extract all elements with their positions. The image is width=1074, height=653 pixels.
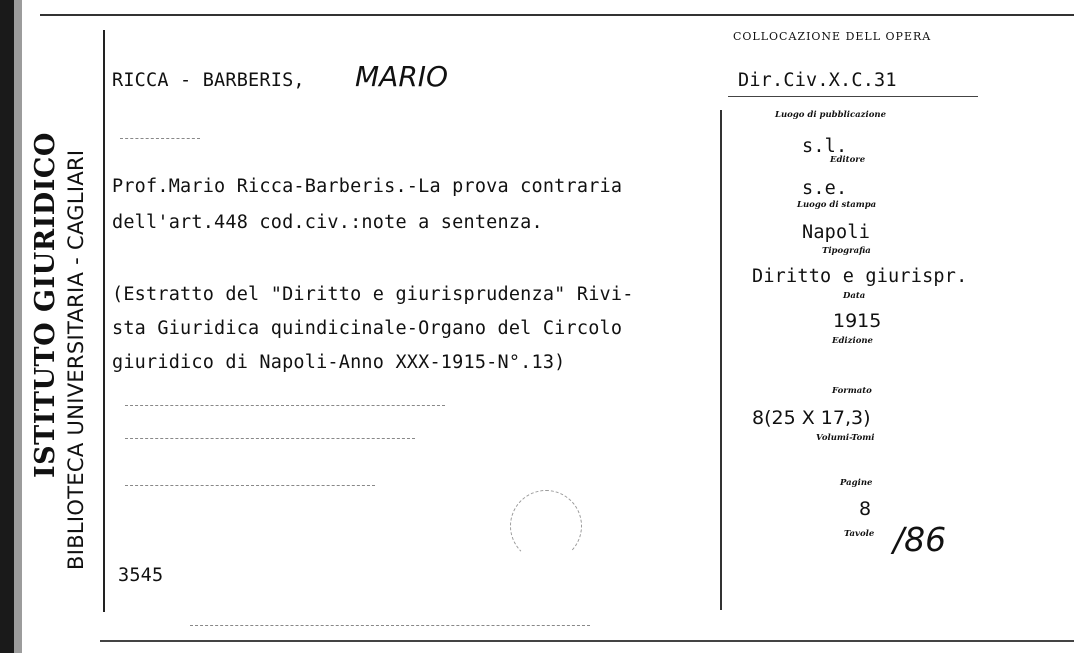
dash-line xyxy=(125,485,375,486)
label-tipografia: Tipografia xyxy=(822,246,871,256)
value-data: 1915 xyxy=(833,310,882,332)
institute-label: ISTITUTO GIURIDICO xyxy=(30,132,61,478)
value-luogo-pubblicazione: s.l. xyxy=(802,136,848,157)
value-pagine: 8 xyxy=(859,498,872,520)
label-formato: Formato xyxy=(832,386,872,396)
bottom-border xyxy=(100,640,1074,642)
card-edge-strip xyxy=(0,0,14,653)
inventory-number: 3545 xyxy=(118,565,164,586)
label-luogo-pubblicazione: Luogo di pubblicazione xyxy=(775,110,886,120)
dash-line xyxy=(190,625,590,626)
label-edizione: Edizione xyxy=(832,336,873,346)
shelfmark: Dir.Civ.X.C.31 xyxy=(738,70,897,91)
author-surname: RICCA - BARBERIS, xyxy=(112,70,305,91)
library-label: BIBLIOTECA UNIVERSITARIA - CAGLIARI xyxy=(64,149,88,570)
description-line-2: dell'art.448 cod.civ.:note a sentenza. xyxy=(112,212,543,233)
dash-line xyxy=(125,438,415,439)
shelfmark-header: COLLOCAZIONE DELL OPERA xyxy=(733,30,932,43)
faint-stamp-mark xyxy=(510,490,582,562)
label-editore: Editore xyxy=(830,155,866,165)
label-volumi: Volumi-Tomi xyxy=(816,433,875,443)
label-tavole: Tavole xyxy=(844,529,875,539)
value-tipografia: Diritto e giurispr. xyxy=(752,266,968,287)
description-line-5: giuridico di Napoli-Anno XXX-1915-N°.13) xyxy=(112,352,566,373)
label-pagine: Pagine xyxy=(840,478,873,488)
card-edge-shadow xyxy=(14,0,22,653)
label-luogo-stampa: Luogo di stampa xyxy=(797,200,877,210)
label-data: Data xyxy=(843,291,866,301)
top-border xyxy=(40,14,1074,16)
description-line-3: (Estratto del "Diritto e giurisprudenza" Rivi- xyxy=(112,284,634,305)
description-line-4: sta Giuridica quindicinale-Organo del Circolo xyxy=(112,318,623,339)
author-given-name-handwritten: MARIO xyxy=(355,60,449,93)
description-line-1: Prof.Mario Ricca-Barberis.-La prova contraria xyxy=(112,176,623,197)
handwritten-number: /86 xyxy=(893,520,947,559)
dash-line xyxy=(125,405,445,406)
left-margin-rule xyxy=(103,30,105,612)
value-editore: s.e. xyxy=(802,178,848,199)
value-formato: 8(25 X 17,3) xyxy=(752,407,871,429)
shelfmark-underline xyxy=(728,96,978,97)
value-luogo-stampa: Napoli xyxy=(802,222,871,243)
dash-line xyxy=(120,138,200,139)
right-column-rule xyxy=(720,110,722,610)
